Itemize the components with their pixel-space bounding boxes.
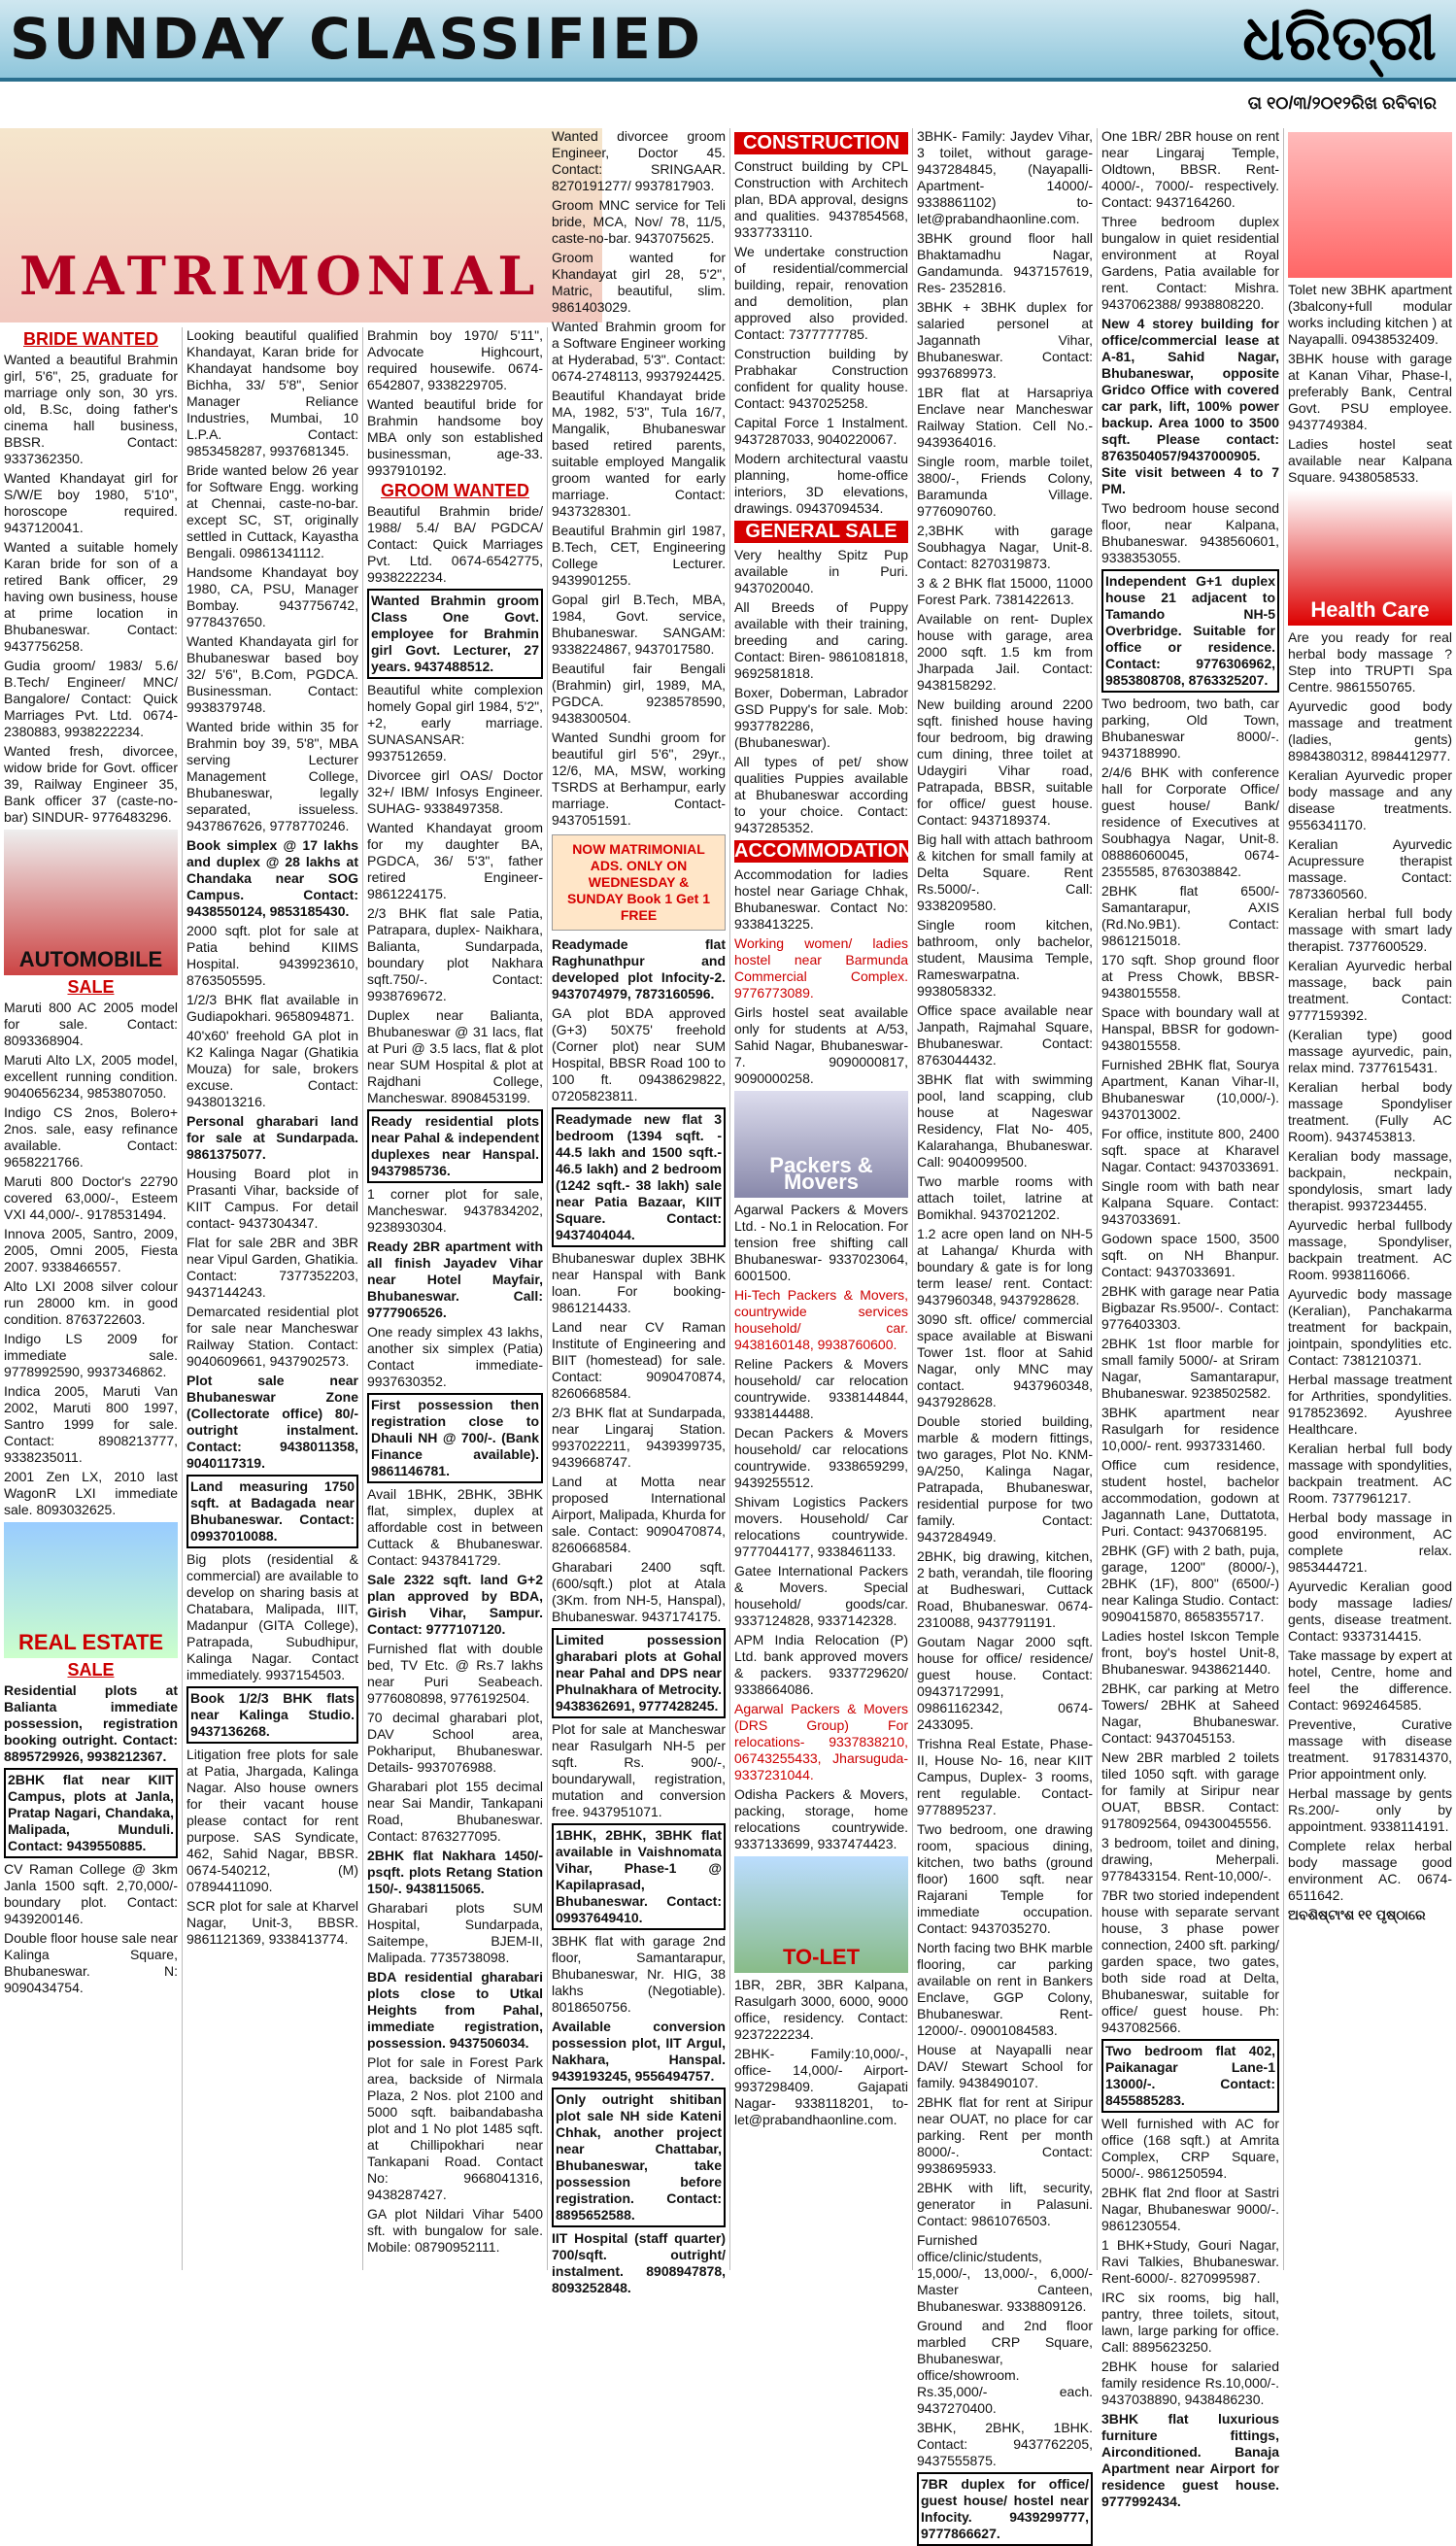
list-item: Ready 2BR apartment with all finish Jayadev Vihar near Hotel Mayfair, Bhubaneswar. Call: 9777906526.: [367, 1239, 543, 1320]
list-item: All types of pet/ show qualities Puppies available at Bhubaneswar according to your choice. Contact: 9437285352.: [734, 754, 908, 835]
list-item: 2/4/6 BHK with conference hall for Corporate Office/ guest house/ Bank/ residence of Executives at Soubhagya Nagar, Unit-8. 08886060045, 0674-2355585, 8763038842.: [1101, 764, 1279, 879]
list-item: Residential plots at Balianta immediate possession, registration booking outright. Contact: 8895729926, 9938212367.: [4, 1682, 178, 1764]
list-item: Sale 2322 sqft. land G+2 plan approved by BDA, Girish Vihar, Sampur. Contact: 9777107120.: [367, 1572, 543, 1637]
list-item: Gatee International Packers & Movers. Special household/ goods/car. 9337124828, 9337142328.: [734, 1563, 908, 1628]
list-item: Gopal girl B.Tech, MBA, 1984, Govt. service, Bhubaneswar. SANGAM: 9338224867, 9437017580.: [552, 592, 726, 657]
list-item: 3 bedroom, toilet and dining, drawing, Meherpali. 9778433154. Rent-10,000/-.: [1101, 1835, 1279, 1884]
health-care-image: [1288, 490, 1452, 626]
list-item: Litigation free plots for sale at Patia, Jhargada, Kalinga Nagar. Also house owners for their vacant house please contact for rent purpose. SAS Syndicate, 462, Sahid Nagar, BBSR. 0674-540212, (M) 07894411090.: [186, 1747, 358, 1894]
list-item: Available on rent- Duplex house with garage, area 2000 sqft. 1.5 km from Jharpada Jail. Contact: 9438158292.: [917, 611, 1093, 693]
list-item: 2BHK (GF) with 2 bath, puja, garage, 1200" (8000/-), 2BHK (1F), 800" (6500/-) near Kalinga Studio. Contact: 9090415870, 8658355717.: [1101, 1543, 1279, 1624]
list-item: Two marble rooms with attach toilet, latrine at Bomikhal. 9437021202.: [917, 1173, 1093, 1222]
list-item: Furnished flat with double bed, TV Etc. @ Rs.7 lakhs near Puri Seabeach. 9776080898, 9776192504.: [367, 1641, 543, 1706]
list-item: Independent G+1 duplex house 21 adjacent to Tamando NH-5 Overbridge. Suitable for office or residence. Contact: 9776306962, 9853808708, 8763325207.: [1101, 569, 1279, 693]
list-item: Maruti 800 AC 2005 model for sale. Contact: 8093368904.: [4, 1000, 178, 1048]
list-item: Tolet new 3BHK apartment (3balcony+full modular works including kitchen ) at Nayapalli. 09438532409.: [1288, 282, 1452, 347]
list-item: 2BHK flat near KIIT Campus, plots at Janla, Pratap Nagari, Chandaka, Malipada, Munduli. Contact: 9439550885.: [4, 1768, 178, 1858]
list-item: Duplex near Balianta, Bhubaneswar @ 31 lacs, flat at Puri @ 3.5 lacs, flat & plot near SUM Hospital & plot at Rajdhani College, Mancheswar. 8908453199.: [367, 1007, 543, 1105]
list-item: 2BHK- Family:10,000/-, office- 14,000/- Airport-9937298409. Gajapati Nagar- 9338118201, to-let@prabandhaonline.com.: [734, 2046, 908, 2127]
list-item: Only outright shitiban plot sale NH side Kateni Chhak, another project near Chattabar, Bhubaneswar, take possession before registration. Contact: 8895652588.: [552, 2088, 726, 2227]
list-item: Working women/ ladies hostel near Barmunda Commercial Complex. 9776773089.: [734, 935, 908, 1001]
list-item: Wanted a suitable homely Karan bride for son of a retired Bank officer, 29 having own business, house at prime location in Bhubaneswar. Contact: 9437756258.: [4, 539, 178, 654]
list-item: 2BHK with lift, security, generator in Palasuni. Contact: 9861076503.: [917, 2180, 1093, 2228]
list-item: Shivam Logistics Packers movers. Household/ Car relocations countrywide. 9777044177, 9338461133.: [734, 1494, 908, 1559]
automobile-label: AUTOMOBILE: [18, 947, 163, 971]
column-8: [1284, 128, 1456, 2270]
list-item: 2BHK, big drawing, kitchen, 2 bath, verandah, tile flooring at Budheswari, Cuttack Road, Bhubaneswar. 0674-2310088, 9437791191.: [917, 1548, 1093, 1630]
list-item: 40'x60' freehold GA plot in K2 Kalinga Nagar (Ghatikia Mouza) for sale, brokers excuse. Contact: 9438013216.: [186, 1028, 358, 1109]
list-item: Godown space 1500, 3500 sqft. on NH Bhanpur. Contact: 9437033691.: [1101, 1231, 1279, 1279]
list-item: CV Raman College @ 3km Janla 1500 sqft. 2,70,000/- boundary plot. Contact: 9439200146.: [4, 1861, 178, 1926]
list-item: Three bedroom duplex bungalow in quiet residential environment at Royal Gardens, Patia available for rent. Contact: Mishra. 9437062388/ 9938808220.: [1101, 214, 1279, 312]
list-item: Odisha Packers & Movers, packing, storage, home relocations countrywide. 9337133699, 9337474423.: [734, 1786, 908, 1851]
tolet-image: [734, 1856, 908, 1973]
list-item: First possession then registration close to Dhauli NH @ 700/-. (Bank Finance available). 9861146781.: [367, 1393, 543, 1483]
list-item: Ayurvedic good body massage and treatment (ladies, gents) 8984380312, 8984412977.: [1288, 698, 1452, 764]
list-item: Available conversion possession plot, IIT Argul, Nakhara, Hanspal. 9439193245, 9556494757.: [552, 2019, 726, 2084]
list-item: Well furnished with AC for office (168 sqft.) at Amrita Complex, CRP Square, 5000/-. 9861250594.: [1101, 2116, 1279, 2181]
list-item: Bhubaneswar duplex 3BHK near Hanspal with Bank loan. For booking- 9861214433.: [552, 1250, 726, 1315]
list-item: Wanted bride within 35 for Brahmin boy 39, 5'8", MBA serving Lecturer Management College, Bhubaneswar, legally separated, issueless. 9437867626, 9778770246.: [186, 719, 358, 833]
list-item: 1BR flat at Harsapriya Enclave near Mancheswar Railway Station. Cell No.- 9439364016.: [917, 385, 1093, 450]
list-item: 2BHK flat 2nd floor at Sastri Nagar, Bhubaneswar 9000/-. 9861230554.: [1101, 2185, 1279, 2233]
list-item: We undertake construction of residential/commercial building, repair, renovation and demolition, plan approved also provided. Contact: 7377777785.: [734, 244, 908, 342]
list-item: Wanted Brahmin groom for a Software Engineer working at Hyderabad, 5'3". Contact: 0674-2748113, 9937924425.: [552, 319, 726, 384]
list-item: Beautiful fair Bengali (Brahmin) girl, 1989, MA, PGDCA. 9238578590, 9438300504.: [552, 661, 726, 726]
list-item: 2000 sqft. plot for sale at Patia behind KIIMS Hospital. 9439923610, 8763505595.: [186, 923, 358, 988]
list-item: Land at Motta near proposed International Airport, Malipada, Khurda for sale. Contact: 9090470874, 8260668584.: [552, 1474, 726, 1555]
list-item: Flat for sale 2BR and 3BR near Vipul Garden, Ghatikia. Contact: 7377352203, 9437144243.: [186, 1235, 358, 1300]
list-item: Ayurvedic herbal fullbody massage, Spondyliser, backpain treatment. AC Room. 9938116066.: [1288, 1217, 1452, 1282]
list-item: 170 sqft. Shop ground floor at Press Chowk, BBSR- 9438015558.: [1101, 952, 1279, 1001]
list-item: Keralian herbal full body massage with spondylities, backpain treatment. AC Room. 7377961217.: [1288, 1441, 1452, 1506]
list-item: House at Nayapalli near DAV/ Stewart School for family. 9438490107.: [917, 2042, 1093, 2090]
list-item: Agarwal Packers & Movers (DRS Group) For relocations- 9337838210, 06743255433, Jharsuguda- 9337231044.: [734, 1701, 908, 1782]
column-3: [363, 327, 548, 2270]
list-item: Boxer, Doberman, Labrador GSD Puppy's for sale. Mob: 9937782286, (Bhubaneswar).: [734, 685, 908, 750]
matrimonial-offer-badge: NOW MATRIMONIAL ADS. ONLY ON WEDNESDAY & SUNDAY Book 1 Get 1 FREE: [552, 834, 726, 931]
list-item: Housing Board plot in Prasanti Vihar, backside of KIIT Campus. For detail contact- 9437304347.: [186, 1166, 358, 1231]
packers-movers-label: Packers & Movers: [769, 1153, 873, 1194]
list-item: 3BHK flat with swimming pool, land scapping, club house at Nageswar Residency, Flat No- 405, Kalarahanga, Bhubaneswar. Call: 9040099500.: [917, 1071, 1093, 1170]
list-item: Personal gharabari land for sale at Sundarpada. 9861375077.: [186, 1113, 358, 1162]
list-item: Wanted divorcee groom Engineer, Doctor 45. Contact: SRINGAAR. 8270191277/ 9937817903.: [552, 128, 726, 193]
list-item: Decan Packers & Movers household/ car relocations countrywide. 9338659299, 9439255512.: [734, 1425, 908, 1490]
list-item: Furnished office/clinic/students, 15,000/-, 13,000/-, 6,000/- Master Canteen, Bhubaneswar. 9338809126.: [917, 2232, 1093, 2314]
page-header: [0, 0, 1456, 117]
list-item: Are you ready for real herbal body massage ? Step into TRUPTI Spa Centre. 9861550765.: [1288, 629, 1452, 695]
list-item: Complete relax herbal body massage good environment AC. 0674-6511642.: [1288, 1838, 1452, 1903]
list-item: Bride wanted below 26 year for Software Engg. working at Chennai, caste-no-bar. except SC, ST, originally settled in Cuttack, Kayastha Bengali. 09861341112.: [186, 462, 358, 560]
list-item: Limited possession gharabari plots at Gohal near Pahal and DPS near Phulnakhara of Metrocity. 9438362691, 9777428245.: [552, 1628, 726, 1718]
list-item: Gharabari 2400 sqft. (600/sqft.) plot at Atala (3Km. from NH-5, Hanspal), Bhubaneswar. 9437174175.: [552, 1559, 726, 1624]
list-item: Looking beautiful qualified Khandayat, Karan bride for Khandayat handsome boy Bichha, 33/ 5'8", Senior Manager Reliance Industries, Mumbai, 10 L.P.A. Contact: 9853458287, 9937681345.: [186, 327, 358, 458]
list-item: IRC six rooms, big hall, pantry, three toilets, sitout, lawn, large parking for office. Call: 8895623250.: [1101, 2290, 1279, 2355]
list-item: Herbal massage by gents Rs.200/- only by appointment. 9338114191.: [1288, 1785, 1452, 1834]
list-item: Hi-Tech Packers & Movers, countrywide services household/ car. 9438160148, 9938760600.: [734, 1287, 908, 1352]
list-item: 2001 Zen LX, 2010 last WagonR LXI immediate sale. 8093032625.: [4, 1469, 178, 1517]
list-item: 3BHK- Family: Jaydev Vihar, 3 toilet, without garage- 9437284845, (Nayapalli- Apartment- 14000/- 9338861102) to-let@prabandhaonline.com.: [917, 128, 1093, 226]
list-item: IIT Hospital (staff quarter) 700/sqft. outright/ instalment. 8908947878, 8093252848.: [552, 2230, 726, 2295]
list-item: Readymade new flat 3 bedroom (1394 sqft. - 44.5 lakh and 1500 sqft.- 46.5 lakh) and 2 bedroom (1242 sqft.- 38 lakh) sale near Patia Bazaar, KIIT Square. Contact: 9437404044.: [552, 1107, 726, 1247]
page-continuation-note: ଅବଶିଷ୍ଟାଂଶ ୧୧ ପୃଷ୍ଠାରେ: [1288, 1907, 1426, 1922]
list-item: 3BHK flat luxurious furniture fittings, Airconditioned. Banaja Apartment near Airport for residence guest house. 9777992434.: [1101, 2411, 1279, 2509]
list-item: Very healthy Spitz Pup available in Puri. 9437020040.: [734, 547, 908, 595]
list-item: 3BHK ground floor hall Bhaktamadhu Nagar, Gandamunda. 9437157619, Res- 2352816.: [917, 230, 1093, 295]
list-item: Goutam Nagar 2000 sqft. house for office/ residence/ guest house. Contact: 09437172991, 09861162342, 0674-2433095.: [917, 1634, 1093, 1732]
list-item: Gharabari plots SUM Hospital, Sundarpada, Saitempe, BJEM-II, Malipada. 7735738098.: [367, 1900, 543, 1965]
list-item: Beautiful Khandayat bride MA, 1982, 5'3", Tula 16/7, Mangalik, Bhubaneswar based retired parents, suitable employed Mangalik groom wanted for early marriage. Contact: 9437328301.: [552, 388, 726, 519]
column-1: [0, 327, 183, 2270]
list-item: Groom wanted for Khandayat girl 28, 5'2", Matric, beautiful, slim. 9861403029.: [552, 250, 726, 315]
real-estate-label: REAL ESTATE: [17, 1630, 164, 1654]
list-item: 1 BHK+Study, Gouri Nagar, Ravi Talkies, Bhubaneswar. Rent-6000/-. 8270995987.: [1101, 2237, 1279, 2286]
list-item: Wanted beautiful bride for Brahmin handsome boy MBA only son established businessman, age-33. 9937910192.: [367, 396, 543, 478]
list-item: Construct building by CPL Construction with Architech plan, BDA approval, designs and qualities. 9437854568, 9337733110.: [734, 158, 908, 240]
list-item: Single room kitchen, bathroom, only bachelor, student, Mausima Temple, Rameswarpatna. 9938058332.: [917, 917, 1093, 999]
tolet-label: TO-LET: [782, 1945, 861, 1969]
page-title: SUNDAY CLASSIFIED: [10, 6, 703, 72]
list-item: Wanted Khandayata girl for Bhubaneswar based boy 32/ 5'6", B.Com, PGDCA. Businessman. Contact: 9938379748.: [186, 633, 358, 715]
automobile-sale-heading: SALE: [67, 977, 115, 997]
list-item: Double floor house sale near Kalinga Square, Bhubaneswar. N: 9090434754.: [4, 1930, 179, 1995]
list-item: Accommodation for ladies hostel near Gariage Chhak, Bhubaneswar. Contact No: 9338413225.: [734, 866, 908, 932]
list-item: One 1BR/ 2BR house on rent near Lingaraj Temple, Oldtown, BBSR. Rent- 4000/-, 7000/- respectively. Contact: 9437164260.: [1101, 128, 1279, 210]
list-item: (Keralian type) good massage ayurvedic, pain, relax mind. 7377615431.: [1288, 1027, 1452, 1075]
dateline: ତା ୧୦/୩/୨୦୧୨ରିଖ ରବିବାର: [1247, 93, 1437, 113]
list-item: Innova 2005, Santro, 2009, 2005, Omni 2005, Fiesta 2007. 9338466557.: [4, 1226, 178, 1274]
list-item: Keralian Ayurvedic proper body massage and any disease treatments. 9556341170.: [1288, 767, 1452, 832]
list-item: 3BHK apartment near Rasulgarh for residence 10,000/- rent. 9937331460.: [1101, 1405, 1279, 1453]
list-item: 70 decimal gharabari plot, DAV School area, Pokhariput, Bhubaneswar. Details- 9937076988.: [367, 1710, 543, 1775]
list-item: 1.2 acre open land on NH-5 at Lahanga/ Khurda with boundary & gate is for long term lease/ rent. Contact: 9437960348, 9437928628.: [917, 1226, 1093, 1307]
list-item: Agarwal Packers & Movers Ltd. - No.1 in Relocation. For tension free shifting call Bhubaneswar- 9337023064, 6001500.: [734, 1202, 908, 1283]
list-item: New 2BR marbled 2 toilets tiled 1050 sqft. with garage for family at Siripur near OUAT, BBSR. Contact: 9178092564, 09430045556.: [1101, 1749, 1279, 1831]
list-item: 2BHK flat for rent at Siripur near OUAT, no place for car parking. Rent per month 8000/-. Contact: 9938695933.: [917, 2094, 1093, 2176]
list-item: Wanted Sundhi groom for beautiful girl 5'6", 29yr., 12/6, MA, MSW, working TSRDS at Berhampur, early marriage. Contact- 9437051591.: [552, 730, 726, 828]
list-item: Keralian Ayurvedic herbal massage, back pain treatment. Contact: 9777159392.: [1288, 958, 1452, 1023]
list-item: Double storied building, marble & modern fittings, two garages, Plot No. KNM-9A/250, Kalinga Nagar, Patrapada, Bhubaneswar, residential purpose for two family. Contact: 9437284949.: [917, 1413, 1093, 1545]
list-item: Trishna Real Estate, Phase- II, House No- 16, near KIIT Campus, Duplex- 3 rooms, rent regulable. Contact- 9778895237.: [917, 1736, 1093, 1817]
list-item: Keralian herbal body massage Spondyliser treatment. (Fully AC Room). 9437453813.: [1288, 1079, 1452, 1144]
column-7: [1098, 128, 1284, 2509]
list-item: Maruti Alto LX, 2005 model, excellent running condition. 9040656234, 9853807050.: [4, 1052, 178, 1101]
list-item: BDA residential gharabari plots close to Utkal Heights from Pahal, immediate registration, possession. 9437506034.: [367, 1969, 543, 2051]
list-item: 1/2/3 BHK flat available in Gudiapokhari. 9658094871.: [186, 992, 358, 1024]
list-item: APM India Relocation (P) Ltd. bank approved movers & packers. 9337729620/ 9338664086.: [734, 1632, 908, 1697]
list-item: Wanted Khandayat groom for my daughter BA, PGDCA, 36/ 5'3", father retired Engineer- 9861224175.: [367, 820, 543, 901]
list-item: Office space available near Janpath, Rajmahal Square, Bhubaneswar. Contact: 8763044432.: [917, 1002, 1093, 1068]
list-item: 2/3 BHK flat at Sundarpada, near Lingaraj Station. 9937022211, 9439399735, 9439668747.: [552, 1405, 726, 1470]
list-item: Wanted Khandayat girl for S/W/E boy 1980, 5'10", horoscope required. 9437120041.: [4, 470, 178, 535]
list-item: Avail 1BHK, 2BHK, 3BHK flat, simplex, duplex at affordable cost in between Cuttack & Bhubaneswar. Contact: 9437841729.: [367, 1486, 543, 1568]
list-item: Indigo LS 2009 for immediate sale. 9778992590, 9937346862.: [4, 1331, 178, 1379]
list-item: 3BHK + 3BHK duplex for salaried personel at Jagannath Vihar, Bhubaneswar. Contact: 9937689973.: [917, 299, 1093, 381]
list-item: Reline Packers & Movers household/ car relocation countrywide. 9338144844, 9338144488.: [734, 1356, 908, 1421]
list-item: SCR plot for sale at Kharvel Nagar, Unit-3, BBSR. 9861121369, 9338413774.: [186, 1898, 358, 1947]
list-item: Two bedroom flat 402, Paikanagar Lane-1 13000/-. Contact: 8455885283.: [1101, 2039, 1279, 2113]
list-item: Ayurvedic body massage (Keralian), Panchakarma treatment for backpain, jointpain, spondylities etc. Contact: 7381210371.: [1288, 1286, 1452, 1368]
list-item: Space with boundary wall at Hanspal, BBSR for godown- 9438015558.: [1101, 1004, 1279, 1053]
list-item: Demarcated residential plot for sale near Mancheswar Railway Station. Contact: 9040609661, 9437902573.: [186, 1304, 358, 1369]
list-item: 7BR duplex for office/ guest house/ hostel near Infocity. 9439299777, 9777866627.: [917, 2472, 1093, 2546]
list-item: Herbal body massage in good environment, AC complete relax. 9853444721.: [1288, 1510, 1452, 1575]
list-item: Single room, marble toilet, 3800/-, Friends Colony, Baramunda Village. 9776090760.: [917, 454, 1093, 519]
newspaper-logo: ଧରିତ୍ରୀ: [1242, 2, 1437, 75]
column-2: [183, 327, 363, 2270]
list-item: 1BR, 2BR, 3BR Kalpana, Rasulgarh 3000, 6000, 9000 office, residency. Contact: 9237222234.: [734, 1977, 908, 2042]
list-item: Ladies hostel Iskcon Temple front, boy's hostel Unit-8, Bhubaneswar. 9438621440.: [1101, 1628, 1279, 1677]
list-item: GA plot Nildari Vihar 5400 sft. with bungalow for sale. Mobile: 08790952111.: [367, 2206, 543, 2255]
list-item: Keralian herbal full body massage with smart lady therapist. 7377600529.: [1288, 905, 1452, 954]
list-item: Girls hostel seat available only for students at A/53, Sahid Nagar, Bhubaneswar-7. 9090000817, 9090000258.: [734, 1004, 908, 1086]
real-estate-sale-heading: SALE: [67, 1660, 115, 1680]
list-item: Book 1/2/3 BHK flats near Kalinga Studio. 9437136268.: [186, 1686, 358, 1744]
list-item: Ayurvedic Keralian good body massage ladies/ gents, disease treatment. Contact: 9337314415.: [1288, 1579, 1452, 1644]
list-item: 3BHK flat with garage 2nd floor, Samantarapur, Bhubaneswar, Nr. HIG, 38 lakhs (Negotiable). 8018650756.: [552, 1933, 726, 2015]
construction-heading: CONSTRUCTION: [734, 132, 908, 154]
list-item: Gudia groom/ 1983/ 5.6/ B.Tech/ Engineer/ MNC/ Bangalore/ Contact: Quick Marriages Pvt. Ltd. 0674-2380883, 9938222234.: [4, 658, 178, 739]
list-item: Book simplex @ 17 lakhs and duplex @ 28 lakhs at Chandaka near SOG Campus. Contact: 9438550124, 9853185430.: [186, 837, 358, 919]
list-item: Plot for sale in Forest Park area, backside of Nirmala Plaza, 2 Nos. plot 2100 and 5000 sqft. baibandabasha plot and 1 No plot 1485 sqft. at Chillipokhari near Tankapani Road. Contact No: 9668041316, 9438287427.: [367, 2054, 543, 2202]
list-item: Wanted Brahmin groom Class One Govt. employee for Brahmin girl Govt. Lecturer, 27 years. 9437488512.: [367, 589, 543, 679]
list-item: 2BHK with garage near Patia Bigbazar Rs.9500/-. Contact: 9776403303.: [1101, 1283, 1279, 1332]
list-item: Land near CV Raman Institute of Engineering and BIIT (homestead) for sale. Contact: 9090470874, 8260668584.: [552, 1319, 726, 1401]
column-6: [913, 128, 1098, 2541]
list-item: Preventive, Curative massage with disease treatment. 9178314370, Prior appointment only.: [1288, 1716, 1452, 1782]
list-item: Modern architectural vaastu planning, home-office interiors, 3D elevations, drawings. 09437094534.: [734, 451, 908, 516]
column-4: [548, 128, 730, 2295]
classifieds-grid: [0, 128, 1456, 2541]
list-item: Take massage by expert at hotel, Centre, home and feel the difference. Contact: 9692464585.: [1288, 1647, 1452, 1713]
matrimonial-title: MATRIMONIAL: [19, 245, 541, 307]
list-item: Land measuring 1750 sqft. at Badagada near Bhubaneswar. Contact: 09937010088.: [186, 1475, 358, 1548]
list-item: Beautiful Brahmin bride/ 1988/ 5.4/ BA/ PGDCA/ Contact: Quick Marriages Pvt. Ltd. 0674-6542775, 9938222234.: [367, 503, 543, 585]
list-item: Two bedroom house second floor, near Kalpana, Bhubaneswar. 9438560601, 9338353055.: [1101, 500, 1279, 565]
list-item: Construction building by Prabhakar Construction confident for quality house. Contact: 9437025258.: [734, 346, 908, 411]
list-item: 2BHK 1st floor marble for small family 5000/- at Sriram Nagar, Samantarapur, Bhubaneswar. 9238502582.: [1101, 1336, 1279, 1401]
list-item: Big plots (residential & commercial) are available to develop on sharing basis at Chatabara, Malipada, IIIT, Madanpur (GITA College), Patrapada, Subudhipur, Kalinga Nagar. Contact immediately. 9937154503.: [186, 1551, 358, 1682]
general-sale-heading: GENERAL SALE: [734, 521, 908, 543]
list-item: 3090 sft. office/ commercial space available at Biswani Tower 1st. floor at Sahid Nagar, only MNC may contact. 9437960348, 9437928628.: [917, 1311, 1093, 1409]
list-item: One ready simplex 43 lakhs, another six simplex (Patia) Contact immediate- 9937630352.: [367, 1324, 543, 1389]
list-item: Two bedroom, one drawing room, spacious dining, kitchen, two baths (ground floor) 1600 sqft. near Rajarani Temple for immediate occupation. Contact: 9437035270.: [917, 1821, 1093, 1936]
list-item: 1BHK, 2BHK, 3BHK flat available in Vaishnomata Vihar, Phase-1 @ Kapilaprasad, Bhubaneswar. Contact: 09937649410.: [552, 1823, 726, 1930]
list-item: Handsome Khandayat boy 1980, CA, PSU, Manager Bombay. 9437756742, 9778437650.: [186, 564, 358, 629]
list-item: 3 & 2 BHK flat 15000, 11000 Forest Park. 7381422613.: [917, 575, 1093, 607]
wedding-photo: [1288, 132, 1452, 278]
list-item: Indigo CS 2nos, Bolero+ 2nos. sale, easy refinance available. Contact: 9658221766.: [4, 1104, 178, 1170]
list-item: Groom MNC service for Teli bride, MCA, Nov/ 78, 11/5, caste-no-bar. 9437075625.: [552, 197, 726, 246]
list-item: Keralian Ayurvedic Acupressure therapist massage. Contact: 7873360560.: [1288, 836, 1452, 901]
list-item: Single room with bath near Kalpana Square. Contact: 9437033691.: [1101, 1178, 1279, 1227]
health-care-label: Health Care: [1310, 597, 1430, 622]
list-item: 3BHK house with garage at Kanan Vihar, Phase-I, preferably Bank, Central Govt. PSU employee. 9437749384.: [1288, 351, 1452, 432]
list-item: Beautiful white complexion homely Gopal girl 1984, 5'2", +2, early marriage. SUNASANSAR: 9937512659.: [367, 682, 543, 764]
list-item: 2BHK flat Nakhara 1450/- psqft. plots Retang Station 150/-. 9438115065.: [367, 1848, 543, 1896]
list-item: Plot for sale at Mancheswar near Rasulgarh NH-5 per sqft. Rs. 900/-, boundarywall, registration, mutation and conversion free. 9437951071.: [552, 1721, 726, 1819]
list-item: Two bedroom, two bath, car parking, Old Town, Bhubaneswar 8000/-. 9437188990.: [1101, 696, 1279, 761]
list-item: Plot sale near Bhubaneswar Zone (Collectorate office) 80/- outright instalment. Contact: 9438011358, 9040117319.: [186, 1373, 358, 1471]
column-5: [730, 128, 913, 2270]
packers-movers-image: [734, 1091, 908, 1198]
list-item: 7BR two storied independent house with separate servant house, 3 phase power connection, 2400 sft. parking/ garden space, two gates, both side road at Delta, Bhubaneswar, suitable for office/ guest house. Ph: 9437082566.: [1101, 1887, 1279, 2035]
list-item: Ready residential plots near Pahal & independent duplexes near Hanspal. 9437985736.: [367, 1109, 543, 1183]
list-item: Keralian body massage, backpain, neckpain, spondylosis, smart lady therapist. 9937234455.: [1288, 1148, 1452, 1213]
list-item: 1 corner plot for sale, Mancheswar. 9437834202, 9238930304.: [367, 1186, 543, 1235]
list-item: New building around 2200 sqft. finished house having four bedroom, big drawing cum dining, three toilet at Udaygiri Vihar road, Patrapada, BBSR, suitable for office/ guest house. Contact: 9437189374.: [917, 696, 1093, 828]
list-item: Beautiful Brahmin girl 1987, B.Tech, CET, Engineering College Lecturer. 9439901255.: [552, 523, 726, 588]
list-item: 2BHK flat 6500/- Samantarapur, AXIS (Rd.No.9B1). Contact: 9861215018.: [1101, 883, 1279, 948]
list-item: Ladies hostel seat available near Kalpana Square. 9438058533.: [1288, 436, 1452, 485]
accommodation-heading: ACCOMMODATION: [734, 840, 912, 862]
list-item: For office, institute 800, 2400 sqft. space at Kharavel Nagar. Contact: 9437033691.: [1101, 1126, 1279, 1174]
list-item: 2BHK, car parking at Metro Towers/ 2BHK at Saheed Nagar, Bhubaneswar. Contact: 9437045153.: [1101, 1680, 1279, 1746]
list-item: Capital Force 1 Instalment. 9437287033, 9040220067.: [734, 415, 908, 447]
list-item: North facing two BHK marble flooring, car parking available on rent in Bankers Enclave, GGP Colony, Bhubaneswar. Rent- 12000/-. 09001084583.: [917, 1940, 1093, 2038]
matrimonial-banner: [0, 128, 602, 322]
list-item: Readymade flat Raghunathpur and developed plot Infocity-2. 9437074979, 7873160596.: [552, 936, 726, 1001]
list-item: New 4 storey building for office/commercial lease at A-81, Sahid Nagar, Bhubaneswar, opposite Gridco Office with covered car park, lift, 100% power backup. Area 1000 to 3500 sqft. Please contact: 8763504057/9437000905. Site visit between 4 to 7 PM.: [1101, 316, 1279, 496]
bride-wanted-heading: BRIDE WANTED: [23, 329, 158, 349]
list-item: 2/3 BHK flat sale Patia, Patrapara, duplex- Naikhara, Balianta, Sundarpada, boundary plot Nakhara sqft.750/-. Contact: 9938769672.: [367, 905, 543, 1003]
list-item: Maruti 800 Doctor's 22790 covered 63,000/-, Esteem VXI 44,000/-. 9178531494.: [4, 1173, 178, 1222]
list-item: Gharabari plot 155 decimal near Sai Mandir, Tankapani Road, Bhubaneswar. Contact: 8763277095.: [367, 1779, 543, 1844]
groom-wanted-heading: GROOM WANTED: [381, 481, 529, 500]
list-item: 2,3BHK with garage Soubhagya Nagar, Unit-8. Contact: 8270319873.: [917, 523, 1093, 571]
list-item: 3BHK, 2BHK, 1BHK. Contact: 9437762205, 9437555875.: [917, 2420, 1093, 2468]
automobile-image: [4, 830, 178, 975]
list-item: Wanted fresh, divorcee, widow bride for Govt. officer 39, Railway Engineer 35, Bank officer 37 (caste-no-bar) SINDUR- 9776483296.: [4, 743, 178, 825]
list-item: Divorcee girl OAS/ Doctor 32+/ IBM/ Infosys Engineer. SUHAG- 9338497358.: [367, 767, 543, 816]
list-item: Big hall with attach bathroom & kitchen for small family at Delta Square. Rent Rs.5000/-. Call: 9338209580.: [917, 832, 1093, 913]
list-item: Alto LXI 2008 silver colour run 28000 km. in good condition. 8763722603.: [4, 1278, 178, 1327]
list-item: Office cum residence, student hostel, bachelor accommodation, godown at Jagannath Lane, Duttatota, Puri. Contact: 9437068195.: [1101, 1457, 1279, 1539]
list-item: Furnished 2BHK flat, Sourya Apartment, Kanan Vihar-II, Bhubaneswar (10,000/-). 9437013002.: [1101, 1057, 1279, 1122]
list-item: Herbal massage treatment for Arthrities, spondylities. 9178523692. Ayushree Healthcare.: [1288, 1372, 1452, 1437]
list-item: All Breeds of Puppy available with their training, breeding and caring. Contact: Biren- 9861081818, 9692581818.: [734, 599, 909, 681]
list-item: Wanted a beautiful Brahmin girl, 5'6", 25, graduate for marriage only son, 30 yrs. old, B.Sc, doing father's cinema hall business, BBSR. Contact: 9337362350.: [4, 352, 178, 466]
list-item: Ground and 2nd floor marbled CRP Square, Bhubaneswar, office/showroom. Rs.35,000/- each. 9437270400.: [917, 2318, 1093, 2416]
real-estate-image: [4, 1522, 178, 1658]
list-item: Brahmin boy 1970/ 5'11", Advocate Highcourt, required housewife. 0674-6542807, 9338229705.: [367, 327, 543, 392]
list-item: GA plot BDA approved (G+3) 50X75' freehold (Corner plot) near SUM Hospital, BBSR Road 100 to 100 ft. 09438629822, 07205823811.: [552, 1005, 726, 1103]
list-item: Indica 2005, Maruti Van 2002, Maruti 800 1997, Santro 1999 for sale. Contact: 8908213777, 9338235011.: [4, 1383, 178, 1465]
list-item: 2BHK house for salaried family residence Rs.10,000/-. 9437038890, 9438486230.: [1101, 2359, 1279, 2407]
